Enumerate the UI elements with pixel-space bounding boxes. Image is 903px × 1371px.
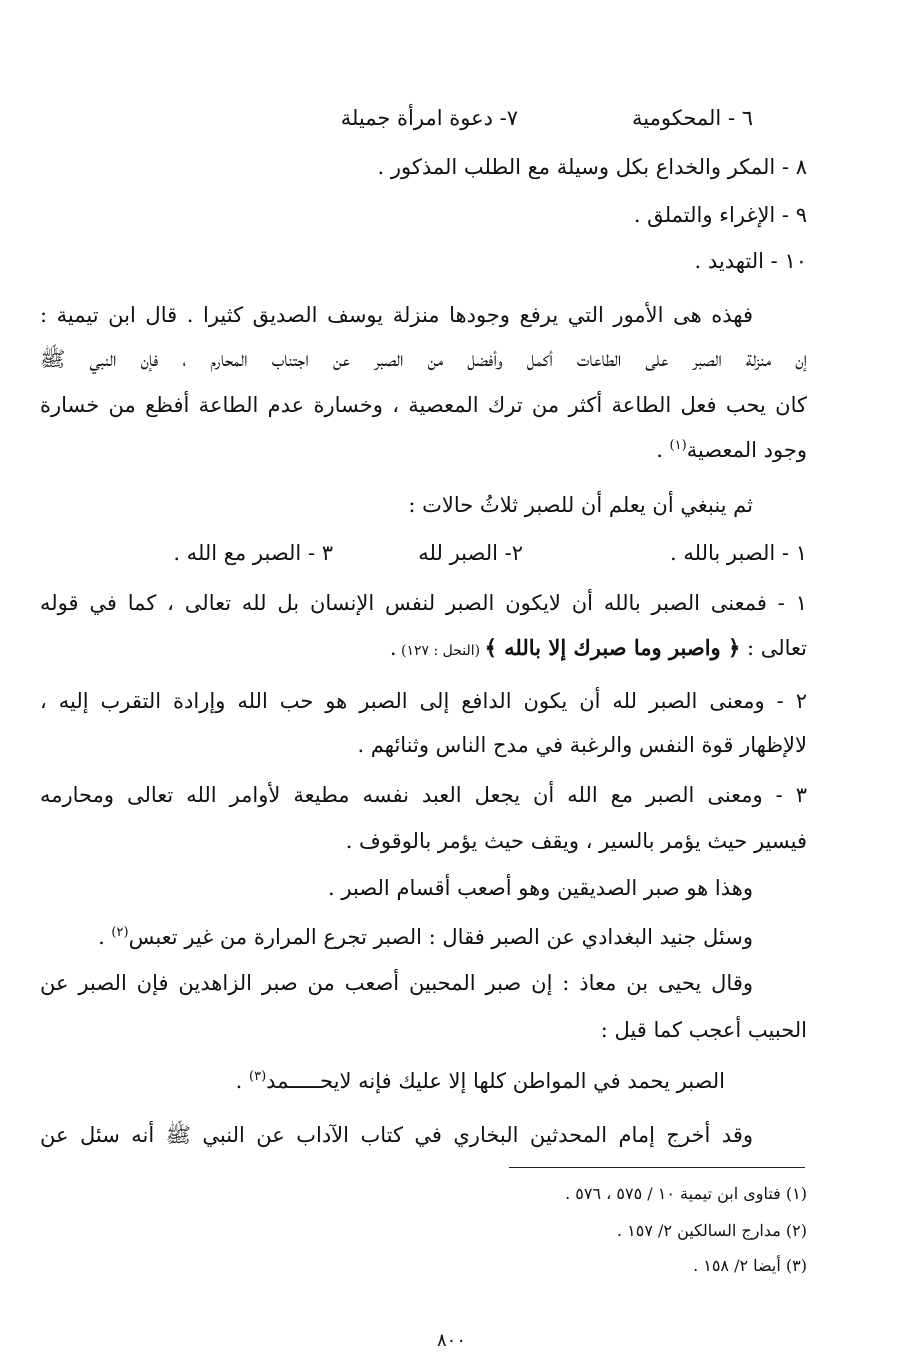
para6-line1: وهذا هو صبر الصديقين وهو أصعب أقسام الصبر . bbox=[328, 876, 753, 900]
patience-case-3: ٣ - الصبر مع الله . bbox=[173, 541, 333, 565]
quran-verse: ﴿ واصبر وما صبرك إلا بالله ﴾ bbox=[484, 635, 741, 660]
patience-intro: ثم ينبغي أن يعلم أن للصبر ثلاثُ حالات : bbox=[408, 493, 753, 517]
para4-line1: ٢ - ومعنى الصبر لله أن يكون الدافع إلى الصبر هو حب الله وإرادة التقرب إليه ، bbox=[40, 689, 807, 713]
footnote-ref-2: (٢) bbox=[111, 925, 129, 940]
para5-line1: ٣ - ومعنى الصبر مع الله أن يجعل العبد نفسه مطيعة لأوامر الله تعالى ومحارمه bbox=[40, 783, 807, 807]
para7-end: . bbox=[98, 925, 112, 949]
para7-line1 bbox=[98, 922, 753, 952]
footnote-2: (٢) مدارج السالكين ٢/ ١٥٧ . bbox=[616, 1221, 807, 1240]
footnote-3: (٣) أيضا ٢/ ١٥٨ . bbox=[693, 1256, 807, 1275]
list-item-8: ٨ - المكر والخداع بكل وسيلة مع الطلب المذكور . bbox=[377, 155, 807, 179]
footnote-separator bbox=[509, 1167, 805, 1168]
para5-line2: فيسير حيث يؤمر بالسير ، ويقف حيث يؤمر بالوقوف . bbox=[345, 829, 807, 853]
list-item-7: ٧- دعوة امرأة جميلة bbox=[340, 106, 518, 130]
poetry-verse-end: . bbox=[235, 1069, 250, 1093]
poetry-verse-text: الصبر يحمد في المواطن كلها إلا عليك فإنه لايحـــــمد bbox=[266, 1069, 725, 1093]
footnote-ref-1: (١) bbox=[669, 438, 687, 453]
patience-case-2: ٢- الصبر لله bbox=[418, 541, 523, 565]
para3-line1: ١ - فمعنى الصبر بالله أن لايكون الصبر لنفس الإنسان بل لله تعالى ، كما في قوله bbox=[40, 591, 807, 615]
para7-text: وسئل جنيد البغدادي عن الصبر فقال : الصبر تجرع المرارة من غير تعبس bbox=[128, 925, 753, 949]
footnote-ref-3: (٣) bbox=[249, 1069, 267, 1084]
footnote-1: (١) فتاوى ابن تيمية ١٠ / ٥٧٥ ، ٥٧٦ . bbox=[565, 1184, 807, 1203]
para8-line2: الحبيب أعجب كما قيل : bbox=[600, 1018, 807, 1042]
para1-line4-end: . bbox=[656, 438, 670, 462]
para1-line4 bbox=[656, 435, 807, 465]
para8-line1: وقال يحيى بن معاذ : إن صبر المحبين أصعب من صبر الزاهدين فإن الصبر عن bbox=[40, 971, 753, 995]
para1-line2: إن منزلة الصبر على الطاعات أكمل وأفضل من الصبر عن اجتناب المحارم ، فإن النبي ﷺ bbox=[40, 347, 807, 371]
para4-line2: لالإظهار قوة النفس والرغبة في مدح الناس وثنائهم . bbox=[357, 733, 807, 757]
list-item-6: ٦ - المحكومية bbox=[632, 106, 753, 130]
para3-line2 bbox=[390, 633, 807, 666]
verse-reference: (النحل : ١٢٧) bbox=[396, 643, 485, 659]
para3-line2-start: تعالى : bbox=[740, 636, 807, 660]
list-item-10: ١٠ - التهديد . bbox=[694, 249, 807, 273]
para1-line4-text: وجود المعصية bbox=[686, 438, 807, 462]
patience-case-1: ١ - الصبر بالله . bbox=[670, 541, 807, 565]
para1-line3: كان يحب فعل الطاعة أكثر من ترك المعصية ، وخسارة عدم الطاعة أفظع من خسارة bbox=[40, 393, 807, 417]
page-number: ٨٠٠ bbox=[436, 1330, 466, 1351]
para9-line1: وقد أخرج إمام المحدثين البخاري في كتاب الآداب عن النبي ﷺ أنه سئل عن bbox=[40, 1123, 753, 1147]
para1-line1: فهذه هى الأمور التي يرفع وجودها منزلة يوسف الصديق كثيرا . قال ابن تيمية : bbox=[40, 303, 753, 327]
para3-line2-end: . bbox=[389, 636, 397, 660]
list-item-9: ٩ - الإغراء والتملق . bbox=[633, 203, 807, 227]
poetry-verse bbox=[236, 1066, 725, 1096]
